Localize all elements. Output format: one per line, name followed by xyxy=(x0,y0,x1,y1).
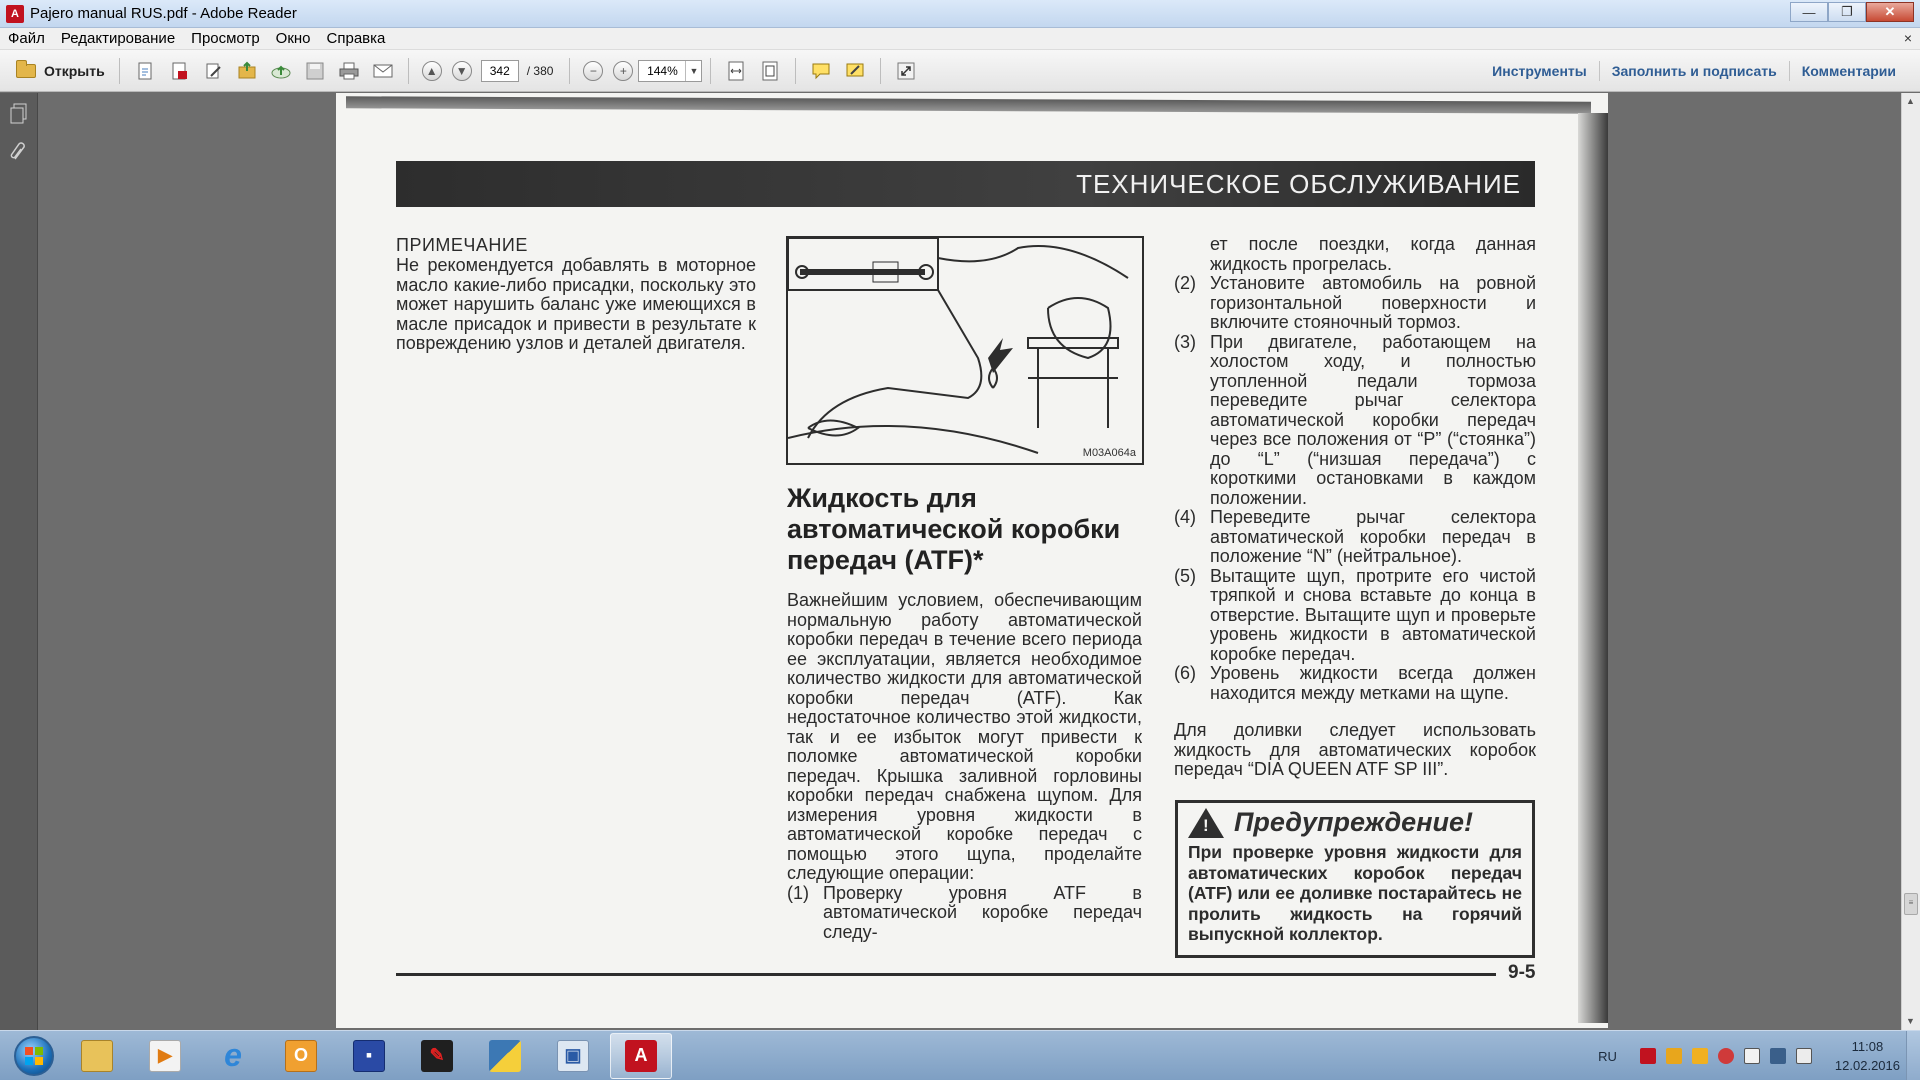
page-number-input[interactable]: 342 xyxy=(481,60,519,82)
tools-link[interactable]: Инструменты xyxy=(1492,63,1587,79)
warning-box xyxy=(1175,800,1535,958)
email-icon[interactable] xyxy=(371,59,395,83)
outlook-tray-icon[interactable] xyxy=(1692,1048,1708,1064)
step-number: (4) xyxy=(1174,507,1196,527)
page-number: 9-5 xyxy=(1508,962,1536,983)
scan-shadow-top xyxy=(346,96,1591,113)
volume-icon[interactable] xyxy=(1796,1048,1812,1064)
warning-header xyxy=(1188,807,1522,838)
start-button[interactable] xyxy=(8,1033,60,1079)
menu-view[interactable]: Просмотр xyxy=(191,30,260,47)
taskbar-explorer[interactable] xyxy=(66,1033,128,1079)
language-indicator[interactable]: RU xyxy=(1598,1048,1617,1064)
step-number: (6) xyxy=(1174,663,1196,683)
internet-explorer-icon: e xyxy=(224,1037,242,1073)
step-1 xyxy=(787,884,1142,943)
python-icon xyxy=(489,1040,521,1072)
footer-rule xyxy=(396,973,1496,976)
taskbar-media-player[interactable] xyxy=(134,1033,196,1079)
taskbar-save-app[interactable] xyxy=(338,1033,400,1079)
outlook-icon: O xyxy=(285,1040,317,1072)
open-label: Открыть xyxy=(44,62,105,79)
dipstick-illustration xyxy=(786,236,1144,465)
window-controls xyxy=(1790,2,1914,22)
restore-button[interactable]: ❐ xyxy=(1828,2,1866,22)
next-page-icon[interactable]: ▼ xyxy=(452,61,472,81)
step-1-continued: ет после поездки, когда данная жидкость прогрелась. xyxy=(1210,234,1536,274)
close-button[interactable]: ✕ xyxy=(1866,2,1914,22)
toolbar-separator xyxy=(880,58,881,84)
media-player-icon: ▶ xyxy=(149,1040,181,1072)
body-text: Важнейшим условием, обеспечивающим нормальную работу автоматической коробки передач в течение всего периода ее эксплуатации, является необходимое количество жидкости для автоматической коробки передач (ATF). Как недостаточное количество этой жидкости, так и ее избыток могут привести к поломке автоматической коробки передач. Крышка заливной горловины коробки передач снабжена щупом. Для измерения уровня жидкости в автоматической коробке передач с помощью этого щупа, проделайте следующие операции: xyxy=(787,590,1142,883)
section-title: Жидкость для автоматической коробки передач (ATF)* xyxy=(787,483,1121,575)
expand-icon[interactable] xyxy=(894,59,918,83)
toolbar-separator xyxy=(710,58,711,84)
scan-shadow-right xyxy=(1578,113,1608,1023)
comments-link[interactable]: Комментарии xyxy=(1801,63,1896,79)
taskbar-python[interactable] xyxy=(474,1033,536,1079)
taskbar-outlook[interactable] xyxy=(270,1033,332,1079)
print-icon[interactable] xyxy=(337,59,361,83)
step-text: Проверку уровня ATF в автоматической коробке передач следу- xyxy=(823,882,1142,942)
system-tray xyxy=(1598,1031,1900,1080)
step-2 xyxy=(1174,274,1536,333)
right-column xyxy=(1174,235,1536,780)
page-total: / 380 xyxy=(526,63,554,78)
zoom-out-icon[interactable]: − xyxy=(583,61,603,81)
network-icon[interactable] xyxy=(1770,1048,1786,1064)
scroll-up-icon[interactable]: ▲ xyxy=(1906,96,1915,106)
toolbar-separator xyxy=(795,58,796,84)
step-text: При двигателе, работающем на холостом ходу, и полностью утопленной педали тормоза переведите рычаг селектора автоматической коробки передач через все положения от “P” (“стоянка”) до “L” (“низшая передача”) с короткими остановками в каждом положении. xyxy=(1210,331,1536,508)
floppy-disk-icon: ▪ xyxy=(353,1040,385,1072)
antivirus-tray-icon[interactable] xyxy=(1718,1048,1734,1064)
minimize-button[interactable]: — xyxy=(1790,2,1828,22)
zoom-value: 144% xyxy=(647,63,678,78)
toolbar-separator xyxy=(569,58,570,84)
save-icon[interactable] xyxy=(303,59,327,83)
step-5 xyxy=(1174,567,1536,665)
show-desktop-button[interactable] xyxy=(1906,1031,1920,1080)
export-pdf-icon[interactable] xyxy=(167,59,191,83)
toolbar xyxy=(0,50,1920,92)
taskbar xyxy=(0,1030,1920,1080)
step-text: Переведите рычаг селектора автоматической коробки передач в положение “N” (нейтральное). xyxy=(1210,507,1536,566)
middle-column xyxy=(787,591,1142,942)
clock[interactable] xyxy=(1835,1037,1900,1075)
adobe-reader-icon: A xyxy=(6,5,24,23)
upload-cloud-icon[interactable] xyxy=(269,59,293,83)
refill-text: Для доливки следует использовать жидкость для автоматических коробок передач “DIA QUEEN ATF SP III”. xyxy=(1174,720,1536,779)
comment-icon[interactable] xyxy=(809,59,833,83)
taskbar-acrobat-reader[interactable] xyxy=(406,1033,468,1079)
fit-page-icon[interactable] xyxy=(758,59,782,83)
taskbar-internet-explorer[interactable] xyxy=(202,1033,264,1079)
warning-text: При проверке уровня жидкости для автоматических коробок передач (ATF) или ее доливке постарайтесь не пролить жидкость на горячий выпускной коллектор. xyxy=(1188,842,1522,944)
menu-bar xyxy=(0,28,1920,50)
acrobat-icon: ✎ xyxy=(421,1040,453,1072)
fill-sign-link[interactable]: Заполнить и подписать xyxy=(1611,63,1777,79)
document-viewport xyxy=(39,93,1901,1030)
vertical-scrollbar[interactable] xyxy=(1901,93,1920,1030)
step-number: (1) xyxy=(787,882,809,903)
create-pdf-icon[interactable] xyxy=(133,59,157,83)
title-bar xyxy=(0,0,1920,28)
attachments-icon[interactable] xyxy=(8,141,30,163)
note-text: Не рекомендуется добавлять в моторное масло какие-либо присадки, поскольку это может нарушить баланс уже имеющихся в масле присадок и привести в результате к повреждению узлов и деталей двигателя. xyxy=(396,255,756,353)
scroll-thumb[interactable]: ≡ xyxy=(1904,893,1918,915)
adobe-reader-icon: A xyxy=(625,1040,657,1072)
figure-label: M03A064a xyxy=(1082,447,1136,459)
zoom-select[interactable] xyxy=(638,60,702,82)
scroll-down-icon[interactable]: ▼ xyxy=(1906,1016,1915,1026)
step-number: (2) xyxy=(1174,273,1196,293)
network-computer-icon: ▣ xyxy=(557,1040,589,1072)
acrobat-tray-icon[interactable] xyxy=(1640,1048,1656,1064)
toolbar-separator xyxy=(408,58,409,84)
previous-page-icon[interactable]: ▲ xyxy=(422,61,442,81)
zoom-in-icon[interactable]: + xyxy=(613,61,633,81)
toolbar-separator xyxy=(119,58,120,84)
open-button[interactable] xyxy=(10,56,111,86)
flag-icon[interactable] xyxy=(1744,1048,1760,1064)
fit-width-icon[interactable] xyxy=(724,59,748,83)
taskbar-network-app[interactable] xyxy=(542,1033,604,1079)
window-title: Pajero manual RUS.pdf - Adobe Reader xyxy=(30,5,297,22)
note-title: ПРИМЕЧАНИЕ xyxy=(396,235,528,255)
windows-logo-icon xyxy=(14,1036,54,1076)
menu-file[interactable]: Файл xyxy=(8,30,45,47)
folder-icon xyxy=(16,64,36,78)
menu-window[interactable]: Окно xyxy=(275,30,311,47)
share-folder-icon[interactable] xyxy=(235,59,259,83)
step-text: Вытащите щуп, протрите его чистой тряпкой и снова вставьте до конца в отверстие. Вытащите щуп и проверьте уровень жидкости в автоматической коробке передач. xyxy=(1210,565,1536,664)
pdf-page xyxy=(336,93,1608,1028)
toolbar-panels xyxy=(1480,50,1908,92)
highlight-icon[interactable] xyxy=(843,59,867,83)
note-block xyxy=(396,235,756,354)
menu-edit[interactable]: Редактирование xyxy=(60,30,176,47)
section-banner: ТЕХНИЧЕСКОЕ ОБСЛУЖИВАНИЕ xyxy=(396,161,1535,207)
folder-icon xyxy=(81,1040,113,1072)
step-number: (5) xyxy=(1174,565,1196,586)
step-text: Уровень жидкости всегда должен находится между метками на щупе. xyxy=(1210,663,1536,703)
step-4 xyxy=(1174,508,1536,567)
warning-icon xyxy=(1188,808,1224,838)
taskbar-adobe-reader[interactable] xyxy=(610,1033,672,1079)
step-6 xyxy=(1174,664,1536,703)
edit-pdf-icon[interactable] xyxy=(201,59,225,83)
navigation-pane xyxy=(0,93,38,1030)
step-number: (3) xyxy=(1174,331,1196,352)
folder-tray-icon[interactable] xyxy=(1666,1048,1682,1064)
pages-icon[interactable] xyxy=(8,103,30,125)
close-document-button[interactable]: × xyxy=(1903,30,1912,46)
step-3 xyxy=(1174,333,1536,509)
chevron-down-icon[interactable]: ▼ xyxy=(685,61,701,81)
clock-time: 11:08 xyxy=(1851,1039,1884,1054)
clock-date: 12.02.2016 xyxy=(1834,1058,1900,1073)
menu-help[interactable]: Справка xyxy=(326,30,386,47)
warning-title: Предупреждение! xyxy=(1234,807,1474,837)
step-text: Установите автомобиль на ровной горизонтальной поверхности и включите стояночный тормоз. xyxy=(1210,273,1536,332)
